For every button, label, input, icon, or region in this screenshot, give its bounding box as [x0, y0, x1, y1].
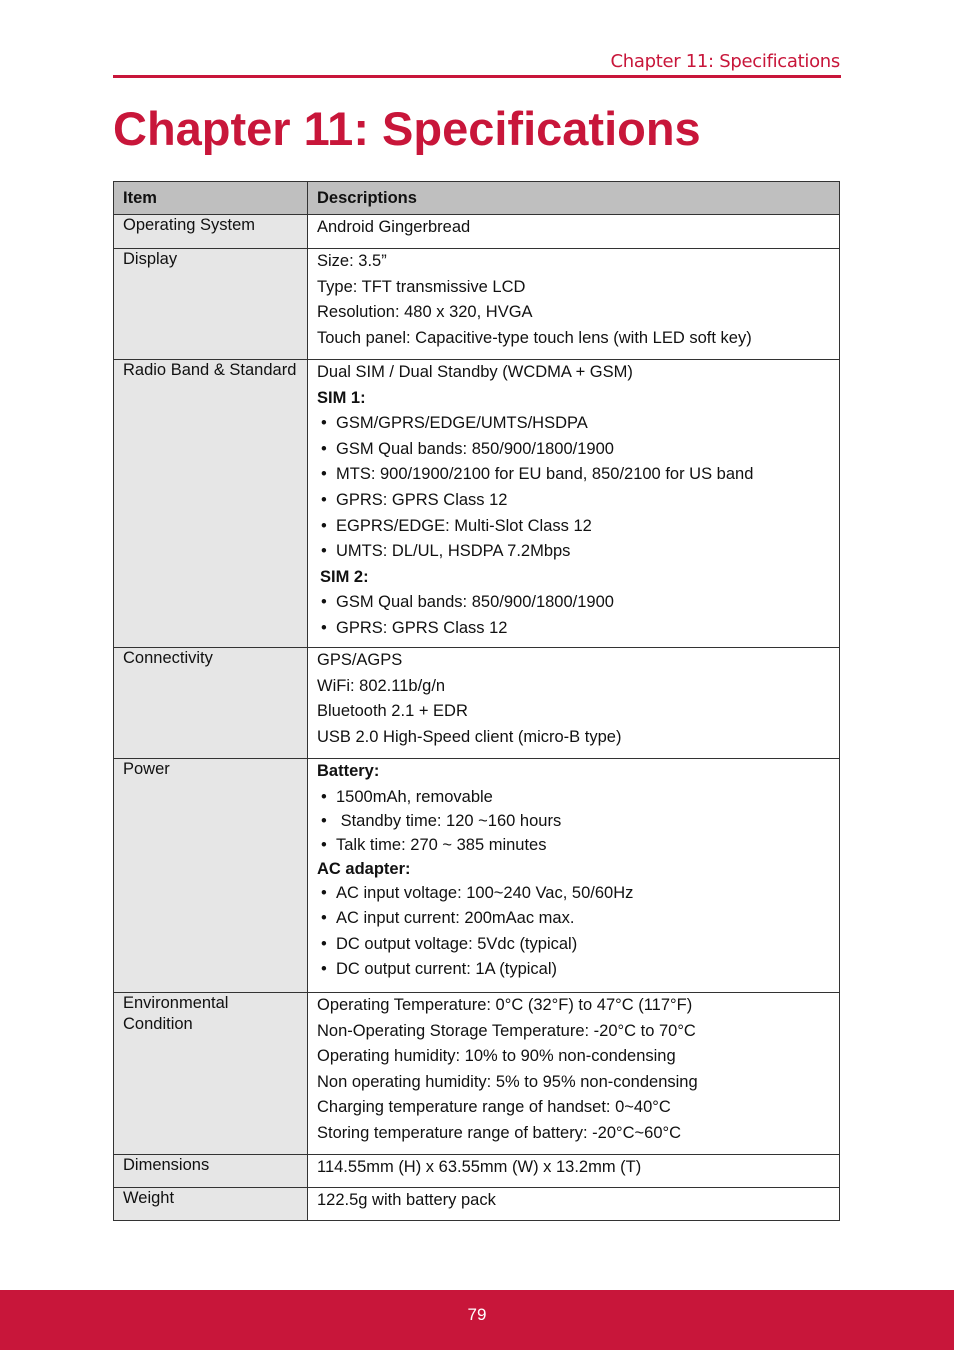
description-line: 114.55mm (H) x 63.55mm (W) x 13.2mm (T) — [317, 1158, 642, 1176]
bullet-item: • GSM Qual bands: 850/900/1800/1900 — [317, 590, 830, 616]
column-header-item: Item — [114, 182, 308, 215]
description-line: Bluetooth 2.1 + EDR — [317, 702, 468, 721]
item-cell: Radio Band & Standard — [114, 360, 308, 648]
table-row — [114, 360, 840, 648]
description-cell — [308, 759, 840, 993]
bullet-item: • DC output current: 1A (typical) — [317, 957, 830, 983]
description-line: Type: TFT transmissive LCD — [317, 277, 526, 296]
item-cell: Weight — [114, 1188, 308, 1221]
running-header: Chapter 11: Specifications — [610, 51, 840, 72]
battery-heading: Battery: — [317, 762, 380, 780]
description-line: 122.5g with battery pack — [317, 1191, 496, 1209]
description-line: Operating humidity: 10% to 90% non-condensing — [317, 1047, 676, 1066]
table-row — [114, 1188, 840, 1221]
description-line: USB 2.0 High-Speed client (micro-B type) — [317, 727, 622, 746]
description-line: Touch panel: Capacitive-type touch lens (with LED soft key) — [317, 328, 752, 347]
sim2-heading: SIM 2: — [320, 567, 369, 586]
table-header-row — [114, 182, 840, 215]
item-cell: Environmental Condition — [114, 993, 308, 1155]
bullet-item: • MTS: 900/1900/2100 for EU band, 850/2100 for US band — [317, 462, 830, 488]
description-line: Non-Operating Storage Temperature: -20°C to 70°C — [317, 1021, 696, 1040]
bullet-item: • GPRS: GPRS Class 12 — [317, 616, 830, 642]
bullet-item: • EGPRS/EDGE: Multi-Slot Class 12 — [317, 514, 830, 540]
bullet-item: • Talk time: 270 ~ 385 minutes — [317, 833, 830, 857]
bullet-item: • DC output voltage: 5Vdc (typical) — [317, 932, 830, 958]
description-cell — [308, 1155, 840, 1188]
page-number: 79 — [467, 1305, 487, 1324]
table-row — [114, 249, 840, 360]
bullet-item: • 1500mAh, removable — [317, 785, 830, 809]
item-cell: Connectivity — [114, 648, 308, 759]
bullet-item: • UMTS: DL/UL, HSDPA 7.2Mbps — [317, 539, 830, 565]
description-cell — [308, 993, 840, 1155]
description-cell — [308, 215, 840, 249]
header-rule — [113, 75, 841, 78]
table-row — [114, 648, 840, 759]
item-cell: Operating System — [114, 215, 308, 249]
description-cell — [308, 648, 840, 759]
description-cell — [308, 360, 840, 648]
bullet-item: • AC input current: 200mAac max. — [317, 906, 830, 932]
bullet-item: • GSM/GPRS/EDGE/UMTS/HSDPA — [317, 411, 830, 437]
sim1-heading: SIM 1: — [317, 388, 366, 407]
description-line: Non operating humidity: 5% to 95% non-condensing — [317, 1072, 698, 1091]
ac-adapter-heading: AC adapter: — [317, 859, 411, 878]
description-line: GPS/AGPS — [317, 651, 403, 669]
specifications-table — [113, 181, 840, 1221]
bullet-item: • GSM Qual bands: 850/900/1800/1900 — [317, 437, 830, 463]
description-line: Charging temperature range of handset: 0~40°C — [317, 1098, 671, 1117]
description-line: Size: 3.5” — [317, 252, 387, 270]
item-cell: Display — [114, 249, 308, 360]
item-cell: Power — [114, 759, 308, 993]
description-line: Dual SIM / Dual Standby (WCDMA + GSM) — [317, 363, 633, 381]
bullet-item: • AC input voltage: 100~240 Vac, 50/60Hz — [317, 881, 830, 907]
description-cell — [308, 1188, 840, 1221]
column-header-descriptions: Descriptions — [308, 182, 840, 215]
description-line: Storing temperature range of battery: -20°C~60°C — [317, 1123, 682, 1142]
page-title: Chapter 11: Specifications — [113, 102, 701, 155]
description-line: Operating Temperature: 0°C (32°F) to 47°C (117°F) — [317, 996, 693, 1014]
bullet-item: • GPRS: GPRS Class 12 — [317, 488, 830, 514]
table-row — [114, 993, 840, 1155]
description-line: Resolution: 480 x 320, HVGA — [317, 303, 533, 322]
bullet-item: • Standby time: 120 ~160 hours — [317, 809, 830, 833]
description-line: Android Gingerbread — [317, 218, 471, 236]
table-row — [114, 1155, 840, 1188]
table-row — [114, 759, 840, 993]
description-cell — [308, 249, 840, 360]
description-line: WiFi: 802.11b/g/n — [317, 676, 446, 695]
item-cell: Dimensions — [114, 1155, 308, 1188]
table-row — [114, 215, 840, 249]
